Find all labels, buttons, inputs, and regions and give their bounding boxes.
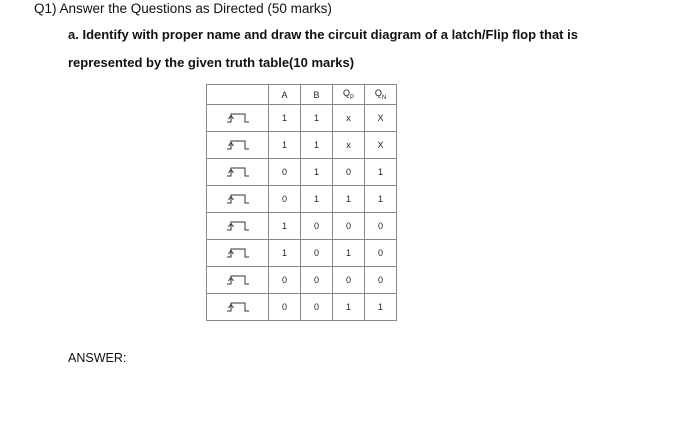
cell-a: 1 bbox=[269, 132, 301, 159]
part-a-instruction-line2: represented by the given truth table(10 marks) bbox=[68, 55, 355, 70]
header-a: A bbox=[269, 85, 301, 105]
cell-qp: x bbox=[333, 105, 365, 132]
cell-qn: 0 bbox=[365, 213, 397, 240]
clock-column-header bbox=[207, 85, 269, 105]
truth-table-row bbox=[207, 105, 397, 132]
cell-b: 1 bbox=[301, 186, 333, 213]
cell-qn: 1 bbox=[365, 294, 397, 321]
truth-table-row bbox=[207, 132, 397, 159]
answer-label: ANSWER: bbox=[68, 351, 127, 365]
cell-a: 1 bbox=[269, 240, 301, 267]
header-qn: $Q_N$ bbox=[365, 85, 397, 105]
part-a-instruction-line1: a. Identify with proper name and draw the circuit diagram of a latch/Flip flop that is bbox=[68, 27, 578, 42]
cell-b: 1 bbox=[301, 132, 333, 159]
cell-qn: 1 bbox=[365, 159, 397, 186]
rising-edge-clock-icon bbox=[225, 193, 251, 205]
cell-qn: X bbox=[365, 132, 397, 159]
cell-qn: 0 bbox=[365, 240, 397, 267]
clock-cell bbox=[207, 132, 269, 159]
clock-cell bbox=[207, 294, 269, 321]
cell-b: 0 bbox=[301, 267, 333, 294]
cell-qp: 0 bbox=[333, 159, 365, 186]
cell-a: 1 bbox=[269, 213, 301, 240]
rising-edge-clock-icon bbox=[225, 301, 251, 313]
header-qp: $Q_P$ bbox=[333, 85, 365, 105]
clock-cell bbox=[207, 105, 269, 132]
truth-table-header-row bbox=[207, 85, 397, 105]
cell-b: 0 bbox=[301, 294, 333, 321]
cell-qp: 1 bbox=[333, 186, 365, 213]
clock-cell bbox=[207, 159, 269, 186]
clock-cell bbox=[207, 213, 269, 240]
rising-edge-clock-icon bbox=[225, 220, 251, 232]
cell-qp: x bbox=[333, 132, 365, 159]
cell-a: 0 bbox=[269, 267, 301, 294]
rising-edge-clock-icon bbox=[225, 139, 251, 151]
cell-a: 0 bbox=[269, 159, 301, 186]
cell-a: 0 bbox=[269, 186, 301, 213]
cell-qp: 0 bbox=[333, 267, 365, 294]
cell-qp: 1 bbox=[333, 294, 365, 321]
question-title: Q1) Answer the Questions as Directed (50 marks) bbox=[34, 1, 332, 16]
cell-qn: 0 bbox=[365, 267, 397, 294]
cell-a: 1 bbox=[269, 105, 301, 132]
clock-cell bbox=[207, 267, 269, 294]
cell-b: 0 bbox=[301, 213, 333, 240]
truth-table-row bbox=[207, 294, 397, 321]
truth-table-row bbox=[207, 186, 397, 213]
rising-edge-clock-icon bbox=[225, 247, 251, 259]
header-b: B bbox=[301, 85, 333, 105]
truth-table-row bbox=[207, 159, 397, 186]
cell-b: 1 bbox=[301, 105, 333, 132]
cell-a: 0 bbox=[269, 294, 301, 321]
cell-b: 0 bbox=[301, 240, 333, 267]
rising-edge-clock-icon bbox=[225, 166, 251, 178]
clock-cell bbox=[207, 186, 269, 213]
clock-cell bbox=[207, 240, 269, 267]
truth-table-row bbox=[207, 213, 397, 240]
cell-qn: X bbox=[365, 105, 397, 132]
cell-qp: 1 bbox=[333, 240, 365, 267]
cell-qp: 0 bbox=[333, 213, 365, 240]
truth-table bbox=[206, 84, 397, 321]
rising-edge-clock-icon bbox=[225, 112, 251, 124]
cell-qn: 1 bbox=[365, 186, 397, 213]
truth-table-row bbox=[207, 267, 397, 294]
truth-table-row bbox=[207, 240, 397, 267]
rising-edge-clock-icon bbox=[225, 274, 251, 286]
cell-b: 1 bbox=[301, 159, 333, 186]
